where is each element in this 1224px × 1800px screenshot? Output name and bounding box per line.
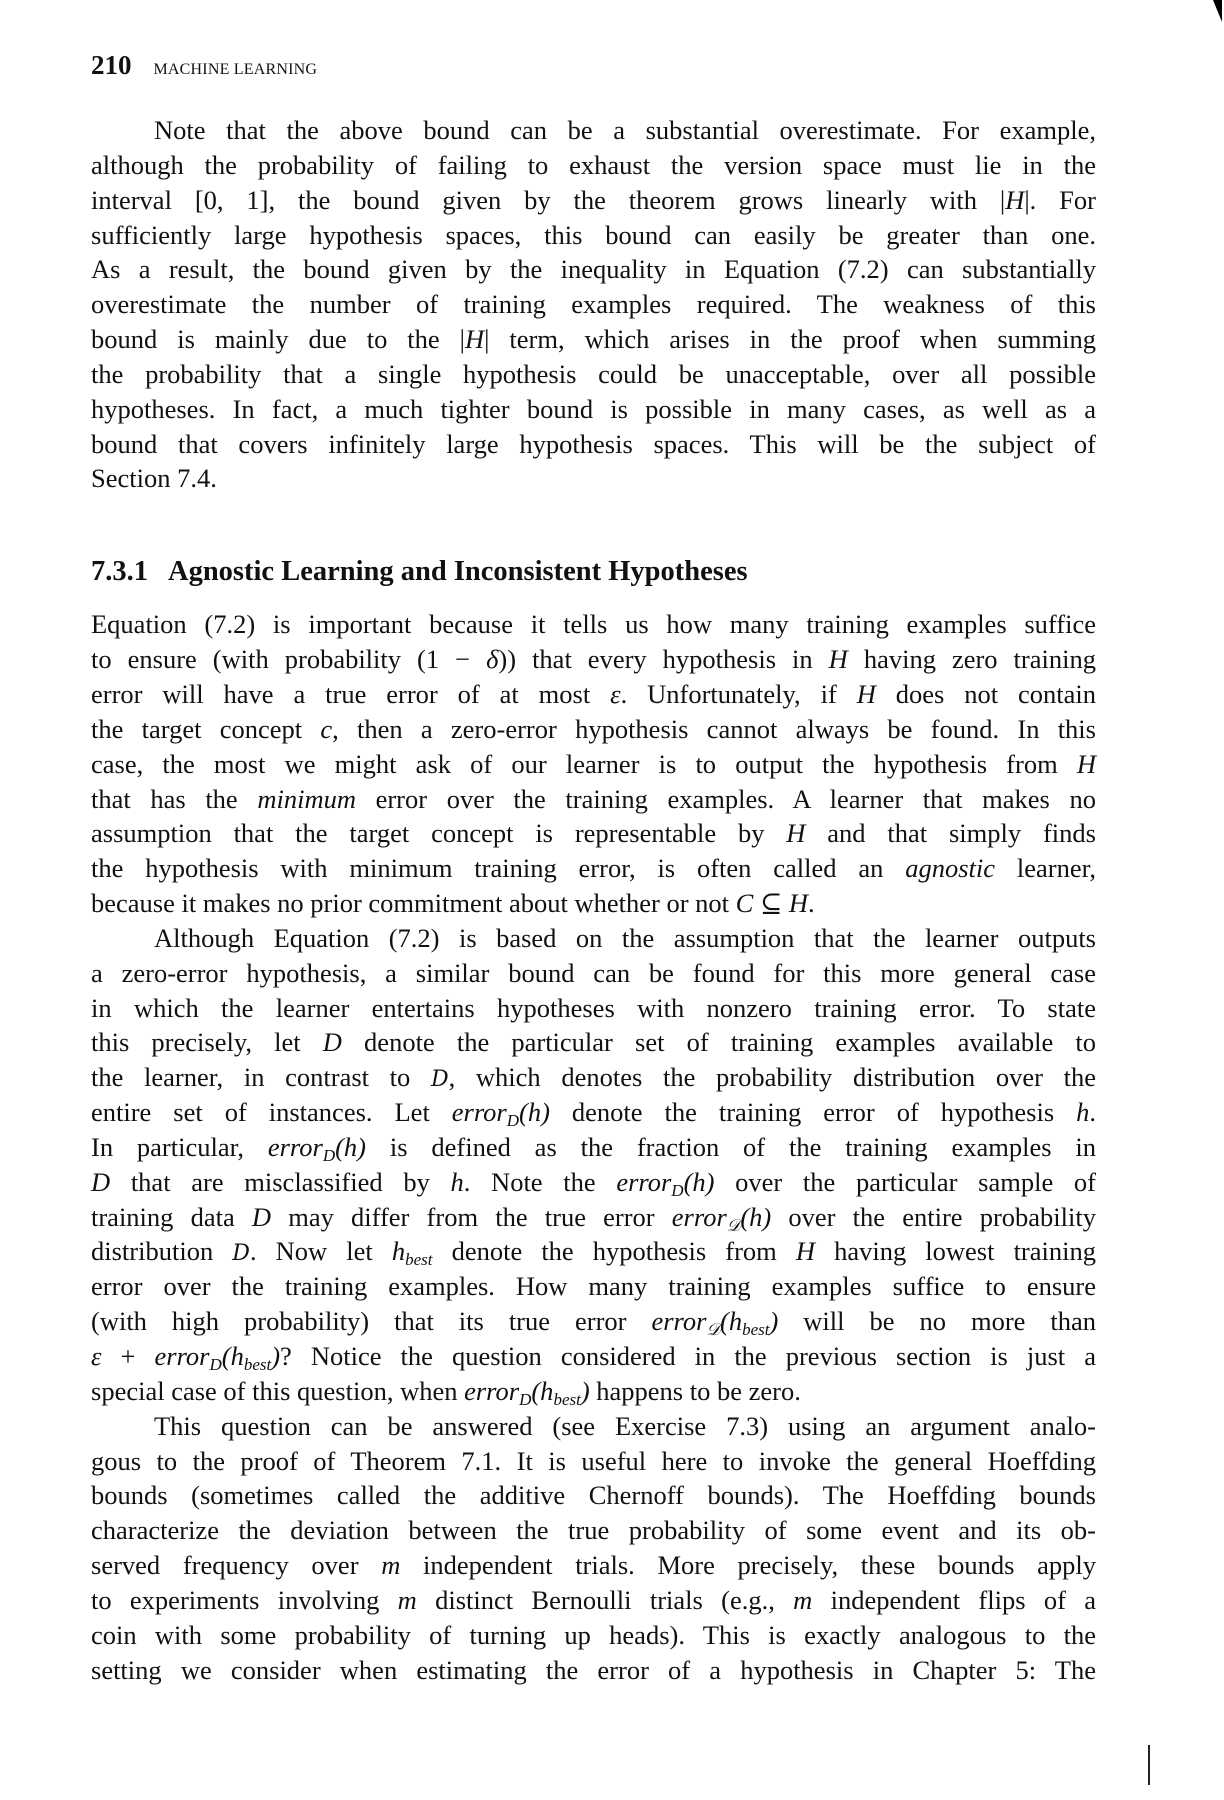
text-run: This question can be answered (see Exercise 7.3) using an argument analo- <box>154 1410 1096 1441</box>
text-line <box>91 782 1096 817</box>
text-run: because it makes no prior commitment about whether or not <box>91 888 736 919</box>
text-run: over the entire probability <box>771 1201 1096 1232</box>
text-run: will be no more than <box>778 1306 1097 1337</box>
text-line <box>91 1269 1096 1304</box>
text-run: . <box>1089 1097 1096 1128</box>
text-run: bounds (sometimes called the additive Chernoff bounds). The Hoeffding bounds <box>91 1480 1096 1511</box>
text-run: and that simply finds <box>805 818 1096 849</box>
text-line <box>91 1583 1096 1618</box>
text-line <box>91 677 1096 712</box>
math-run: best <box>243 1355 272 1374</box>
math-run: error <box>267 1131 323 1162</box>
math-run: c <box>320 713 333 744</box>
text-run: error will have a true error of at most <box>91 678 611 709</box>
math-run: D <box>232 1241 250 1267</box>
paragraph <box>91 1409 1096 1688</box>
text-run: )) that every hypothesis in <box>498 644 829 675</box>
math-run: ) <box>271 1341 281 1371</box>
text-line <box>91 1653 1096 1688</box>
text-run: denote the particular set of training examples available to <box>341 1027 1096 1058</box>
text-line <box>91 1618 1096 1653</box>
math-run: (h) <box>740 1201 772 1232</box>
math-run: error <box>616 1166 672 1197</box>
text-line <box>91 1444 1096 1479</box>
text-line <box>91 642 1096 677</box>
text-run: . <box>807 888 815 919</box>
text-run: bound is mainly due to the | <box>91 324 465 355</box>
text-run: . Unfortunately, if <box>620 678 857 709</box>
text-run: that are misclassified by <box>110 1166 451 1197</box>
text-run: interval [0, 1], the bound given by the theorem grows linearly with | <box>91 184 1006 215</box>
running-header <box>91 50 317 81</box>
text-run: a zero-error hypothesis, a similar bound can be found for this more general case <box>91 957 1096 988</box>
text-line <box>91 1339 1096 1374</box>
text-run: distribution <box>91 1236 233 1267</box>
section-heading <box>91 554 1096 590</box>
math-run: m <box>381 1550 401 1581</box>
text-run: case, the most we might ask of our learner is to output the hypothesis from <box>91 748 1077 779</box>
text-line <box>91 183 1096 218</box>
math-run: best <box>553 1389 581 1409</box>
math-run: 𝒟 <box>726 1215 741 1235</box>
text-line <box>91 1548 1096 1583</box>
text-run: setting we consider when estimating the error of a hypothesis in Chapter 5: The <box>91 1654 1096 1685</box>
text-run: may differ from the true error <box>271 1201 672 1232</box>
text-run: independent flips of a <box>812 1584 1096 1615</box>
text-run: |. For <box>1024 184 1096 215</box>
math-run: error <box>464 1375 520 1406</box>
text-line <box>91 1374 1096 1409</box>
text-run: served frequency over <box>91 1550 382 1581</box>
text-run: denote the training error of hypothesis <box>549 1097 1077 1128</box>
math-run: h <box>450 1166 464 1197</box>
math-run: D <box>322 1027 342 1058</box>
text-run: to ensure (with probability (1 − <box>91 644 487 675</box>
text-line <box>91 1095 1096 1130</box>
text-run: happens to be zero. <box>589 1375 801 1406</box>
math-run: (h) <box>683 1166 715 1197</box>
text-line <box>91 1060 1096 1095</box>
text-run: ? Notice the question considered in the previous section is just a <box>280 1341 1096 1371</box>
paragraph <box>91 607 1096 921</box>
text-run: to experiments involving <box>91 1584 398 1615</box>
math-run: ) <box>580 1375 590 1406</box>
text-run: in which the learner entertains hypotheses with nonzero training error. To state <box>91 992 1096 1023</box>
text-run: although the probability of failing to exhaust the version space must lie in the <box>91 149 1096 180</box>
text-run: denote the hypothesis from <box>432 1236 796 1267</box>
text-line <box>91 712 1096 747</box>
text-run: In particular, <box>91 1131 268 1162</box>
scan-corner-mark <box>1213 0 1222 22</box>
math-run: error <box>154 1341 210 1371</box>
math-run: D <box>251 1201 272 1232</box>
text-run: over the particular sample of <box>714 1166 1096 1197</box>
math-run: H <box>828 644 848 675</box>
text-run: overestimate the number of training examples required. The weakness of this <box>91 289 1096 320</box>
math-run: H <box>786 818 806 849</box>
math-run: error <box>651 1306 707 1337</box>
page-number: 210 <box>91 50 132 80</box>
math-run: (h <box>221 1341 244 1371</box>
text-run: Note that the above bound can be a substantial overestimate. For example, <box>154 115 1096 145</box>
math-run: 𝒟 <box>706 1320 721 1340</box>
math-run: D <box>506 1111 520 1131</box>
math-run: H <box>1005 184 1025 215</box>
text-run: that has the <box>91 783 258 814</box>
text-run: (with high probability) that its true error <box>91 1306 652 1337</box>
paragraph <box>91 113 1096 496</box>
text-line <box>91 1409 1096 1444</box>
text-run: distinct Bernoulli trials (e.g., <box>416 1584 794 1615</box>
math-run: H <box>856 678 876 709</box>
text-run: the probability that a single hypothesis could be unacceptable, over all possible <box>91 358 1096 389</box>
math-run: H <box>1076 748 1096 779</box>
math-run: error <box>671 1201 727 1232</box>
text-run: + <box>101 1341 155 1371</box>
text-run: bound that covers infinitely large hypothesis spaces. This will be the subject of <box>91 428 1096 459</box>
text-line <box>91 392 1096 427</box>
section-title: Agnostic Learning and Inconsistent Hypotheses <box>168 556 748 588</box>
text-run: | term, which arises in the proof when summing <box>484 324 1096 355</box>
text-run: coin with some probability of turning up heads). This is exactly analogous to the <box>91 1619 1096 1650</box>
text-line <box>91 287 1096 322</box>
text-run: , which denotes the probability distribution over the <box>448 1062 1096 1093</box>
text-line <box>91 886 1096 921</box>
text-line <box>91 991 1096 1026</box>
text-run: the target concept <box>91 713 321 744</box>
text-line <box>91 1130 1096 1165</box>
math-run: ) <box>769 1306 779 1337</box>
text-run: is defined as the fraction of the training examples in <box>366 1131 1096 1162</box>
text-run: assumption that the target concept is representable by <box>91 818 787 849</box>
text-run: Although Equation (7.2) is based on the assumption that the learner outputs <box>154 922 1096 953</box>
text-run: error over the training examples. A learner that makes no <box>355 783 1096 814</box>
math-run: D <box>322 1145 336 1165</box>
text-line <box>91 607 1096 642</box>
math-run: D <box>519 1389 532 1409</box>
text-line <box>91 1234 1096 1269</box>
math-run: D <box>430 1067 449 1093</box>
text-line <box>91 1025 1096 1060</box>
scan-margin-mark <box>1148 1745 1150 1785</box>
math-run: ε <box>610 678 621 709</box>
math-run: C <box>735 888 754 919</box>
text-line <box>91 252 1096 287</box>
math-run: m <box>793 1584 813 1615</box>
text-line <box>91 218 1096 253</box>
text-run: training data <box>91 1201 252 1232</box>
math-run: H <box>795 1236 815 1267</box>
text-line <box>91 427 1096 462</box>
math-run: H <box>788 888 808 919</box>
math-run: minimum <box>257 783 356 814</box>
text-run: hypotheses. In fact, a much tighter bound is possible in many cases, as well as a <box>91 393 1096 424</box>
text-line <box>91 1478 1096 1513</box>
math-run: D <box>91 1166 111 1197</box>
text-run: the learner, in contrast to <box>91 1062 431 1093</box>
math-run: h <box>391 1236 406 1267</box>
text-run: ⊆ <box>753 888 789 919</box>
text-run: Section 7.4. <box>91 463 217 494</box>
text-run: . Now let <box>249 1236 392 1267</box>
text-line <box>91 1165 1096 1200</box>
text-run: Equation (7.2) is important because it tells us how many training examples suffice <box>91 609 1096 640</box>
text-line <box>91 113 1096 148</box>
text-run: entire set of instances. Let <box>91 1097 452 1128</box>
math-run: (h) <box>519 1097 550 1128</box>
text-run: this precisely, let <box>91 1027 323 1058</box>
math-run: (h <box>720 1306 743 1337</box>
text-line <box>91 357 1096 392</box>
text-line <box>91 322 1096 357</box>
section-number: 7.3.1 <box>91 556 148 588</box>
text-run: the hypothesis with minimum training error, is often called an <box>91 853 906 884</box>
text-run: . Note the <box>463 1166 617 1197</box>
math-run: (h) <box>335 1131 367 1162</box>
text-run: characterize the deviation between the true probability of some event and its ob- <box>91 1515 1096 1546</box>
text-line <box>91 1200 1096 1235</box>
text-run: sufficiently large hypothesis spaces, this bound can easily be greater than one. <box>91 219 1096 250</box>
math-run: ε <box>91 1341 102 1371</box>
paragraph <box>91 921 1096 1409</box>
text-run: having lowest training <box>814 1236 1096 1267</box>
text-line <box>91 956 1096 991</box>
math-run: h <box>1076 1097 1090 1128</box>
text-run: error over the training examples. How many training examples suffice to ensure <box>91 1271 1096 1302</box>
math-run: δ <box>486 644 499 675</box>
math-run: best <box>405 1250 433 1270</box>
text-line <box>91 816 1096 851</box>
page-body <box>91 113 1096 1687</box>
text-line <box>91 1513 1096 1548</box>
text-line <box>91 1304 1096 1339</box>
text-run: gous to the proof of Theorem 7.1. It is useful here to invoke the general Hoeffding <box>91 1445 1096 1476</box>
text-line <box>91 851 1096 886</box>
text-run: having zero training <box>847 644 1096 675</box>
text-line <box>91 921 1096 956</box>
text-line <box>91 148 1096 183</box>
math-run: D <box>209 1355 222 1374</box>
text-run: As a result, the bound given by the inequality in Equation (7.2) can substantially <box>91 254 1096 285</box>
math-run: m <box>397 1584 417 1615</box>
text-line <box>91 747 1096 782</box>
math-run: error <box>451 1097 507 1128</box>
running-title: MACHINE LEARNING <box>153 61 318 78</box>
text-run: independent trials. More precisely, these bounds apply <box>400 1550 1096 1581</box>
math-run: D <box>671 1180 684 1200</box>
text-run: special case of this question, when <box>91 1375 465 1406</box>
text-run: does not contain <box>875 678 1096 709</box>
math-run: best <box>742 1320 770 1340</box>
text-line <box>91 461 1096 496</box>
math-run: (h <box>531 1375 554 1406</box>
math-run: H <box>464 324 485 355</box>
text-run: , then a zero-error hypothesis cannot always be found. In this <box>332 713 1096 744</box>
text-run: learner, <box>995 853 1096 884</box>
math-run: agnostic <box>905 853 996 884</box>
